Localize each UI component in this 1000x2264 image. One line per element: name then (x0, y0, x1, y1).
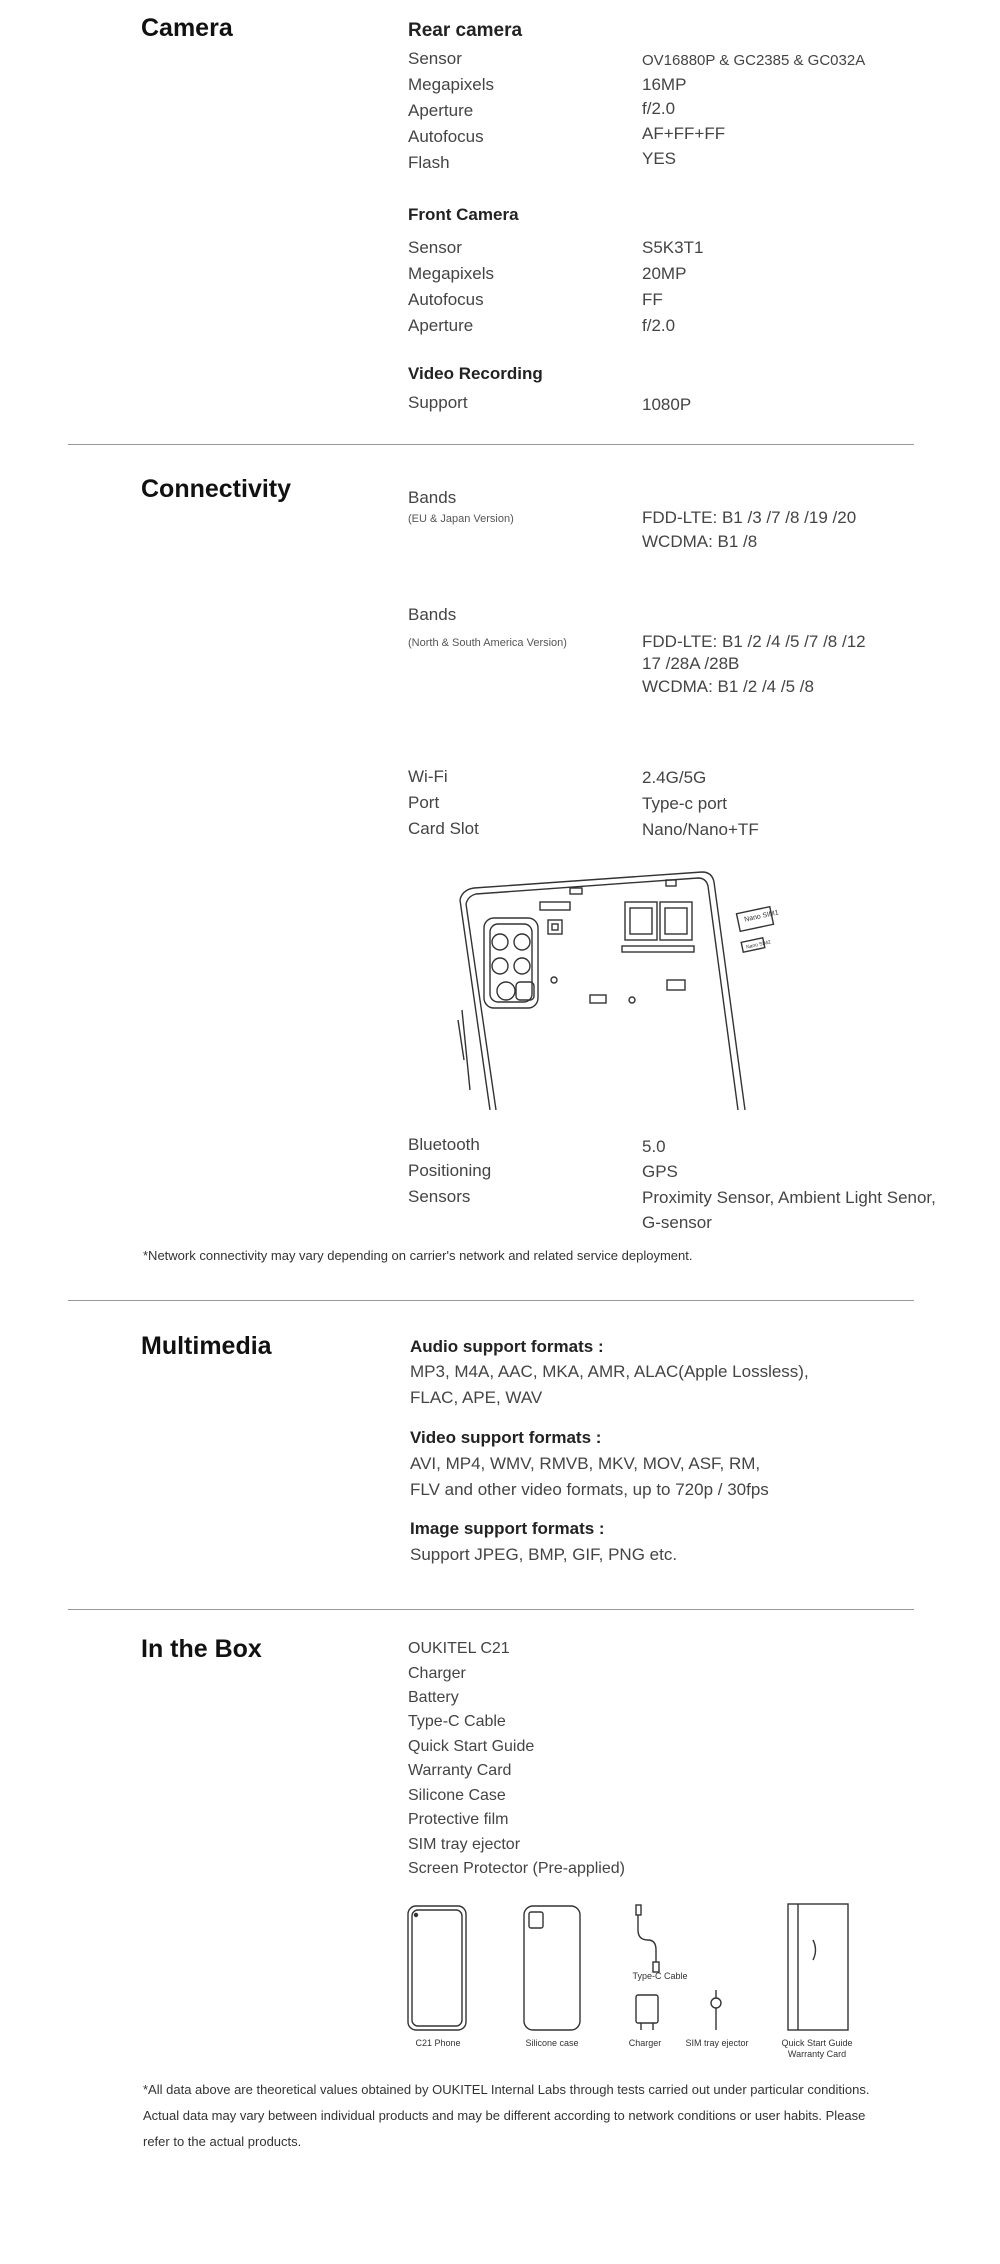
bands-value: WCDMA: B1 /2 /4 /5 /8 (642, 677, 814, 696)
spec-value: OV16880P & GC2385 & GC032A (642, 52, 866, 69)
box-item: Protective film (408, 1811, 509, 1828)
footer-note: *All data above are theoretical values obtained by OUKITEL Internal Labs through tests carried out under particular conditions. (143, 2082, 870, 2097)
spec-value: Nano/Nano+TF (642, 820, 759, 839)
spec-value: f/2.0 (642, 99, 676, 118)
section-title-in-the-box: In the Box (141, 1635, 262, 1663)
audio-formats-heading: Audio support formats : (410, 1337, 604, 1356)
spec-label: Positioning (408, 1161, 492, 1180)
bands-value: 17 /28A /28B (642, 654, 740, 673)
image-formats-text: Support JPEG, BMP, GIF, PNG etc. (410, 1545, 678, 1564)
spec-label: Autofocus (408, 127, 484, 146)
spec-value: G-sensor (642, 1213, 712, 1232)
box-item: Screen Protector (Pre-applied) (408, 1860, 625, 1877)
spec-label: Sensors (408, 1187, 471, 1206)
section-divider (68, 1300, 914, 1301)
spec-value: 5.0 (642, 1137, 666, 1156)
spec-label: Support (408, 393, 468, 412)
caption-case: Silicone case (525, 2038, 579, 2048)
bands-label: Bands (408, 488, 457, 507)
box-item: Type-C Cable (408, 1713, 506, 1730)
box-item: Silicone Case (408, 1787, 506, 1804)
box-item: Quick Start Guide (408, 1738, 535, 1755)
spec-value: Proximity Sensor, Ambient Light Senor, (642, 1188, 936, 1207)
spec-label: Sensor (408, 49, 462, 68)
caption-guide: Quick Start Guide (781, 2038, 853, 2048)
spec-value: GPS (642, 1162, 678, 1181)
spec-label: Sensor (408, 238, 462, 257)
spec-label: Wi-Fi (408, 767, 448, 786)
bands-value: FDD-LTE: B1 /2 /4 /5 /7 /8 /12 (642, 632, 866, 651)
nano-sim2-label: Nano SIM2 (745, 939, 772, 951)
spec-value: 20MP (642, 264, 687, 283)
section-title-camera: Camera (141, 14, 233, 42)
box-item: Charger (408, 1665, 466, 1682)
spec-value: 16MP (642, 75, 687, 94)
audio-formats-text: FLAC, APE, WAV (410, 1388, 543, 1407)
spec-value: f/2.0 (642, 316, 676, 335)
front-camera-heading: Front Camera (408, 205, 519, 224)
caption-warranty: Warranty Card (787, 2049, 847, 2059)
footer-note: refer to the actual products. (143, 2134, 302, 2149)
spec-label: Bluetooth (408, 1135, 480, 1154)
video-formats-text: AVI, MP4, WMV, RMVB, MKV, MOV, ASF, RM, (410, 1454, 761, 1473)
spec-label: Megapixels (408, 75, 494, 94)
bands-version-note: (EU & Japan Version) (408, 513, 514, 525)
section-divider (68, 444, 914, 445)
network-note: *Network connectivity may vary depending on carrier's network and related service deployment. (143, 1248, 693, 1263)
section-title-multimedia: Multimedia (141, 1332, 272, 1360)
spec-value: 2.4G/5G (642, 768, 707, 787)
box-item: OUKITEL C21 (408, 1640, 510, 1657)
footer-note: Actual data may vary between individual products and may be different according to network conditions or user habits. Please (143, 2108, 866, 2123)
video-recording-heading: Video Recording (408, 364, 543, 383)
rear-camera-heading: Rear camera (408, 20, 523, 41)
audio-formats-text: MP3, M4A, AAC, MKA, AMR, ALAC(Apple Lossless), (410, 1362, 809, 1381)
spec-label: Aperture (408, 316, 474, 335)
spec-label: Flash (408, 153, 450, 172)
image-formats-heading: Image support formats : (410, 1519, 605, 1538)
spec-label: Megapixels (408, 264, 494, 283)
spec-label: Autofocus (408, 290, 484, 309)
spec-value: 1080P (642, 395, 692, 414)
spec-value: AF+FF+FF (642, 124, 726, 143)
box-item: SIM tray ejector (408, 1836, 521, 1853)
bands-version-note: (North & South America Version) (408, 637, 567, 649)
bands-value: FDD-LTE: B1 /3 /7 /8 /19 /20 (642, 508, 857, 527)
spec-label: Card Slot (408, 819, 479, 838)
spec-value: FF (642, 290, 663, 309)
video-formats-text: FLV and other video formats, up to 720p / 30fps (410, 1480, 769, 1499)
box-contents-illustration (400, 1900, 860, 2035)
caption-ejector: SIM tray ejector (685, 2038, 749, 2048)
box-item: Battery (408, 1689, 459, 1706)
caption-phone: C21 Phone (415, 2038, 461, 2048)
caption-charger: Charger (628, 2038, 662, 2048)
caption-cable: Type-C Cable (632, 1971, 688, 1981)
section-title-connectivity: Connectivity (141, 475, 292, 503)
nano-sim1-label: Nano SIM1 (743, 909, 780, 924)
spec-value: Type-c port (642, 794, 728, 813)
bands-value: WCDMA: B1 /8 (642, 532, 758, 551)
phone-sim-slot-illustration (440, 860, 780, 1110)
spec-value: S5K3T1 (642, 238, 704, 257)
box-item: Warranty Card (408, 1762, 512, 1779)
video-formats-heading: Video support formats : (410, 1428, 602, 1447)
section-divider (68, 1609, 914, 1610)
spec-label: Aperture (408, 101, 474, 120)
bands-label: Bands (408, 605, 457, 624)
spec-label: Port (408, 793, 440, 812)
spec-value: YES (642, 149, 677, 168)
